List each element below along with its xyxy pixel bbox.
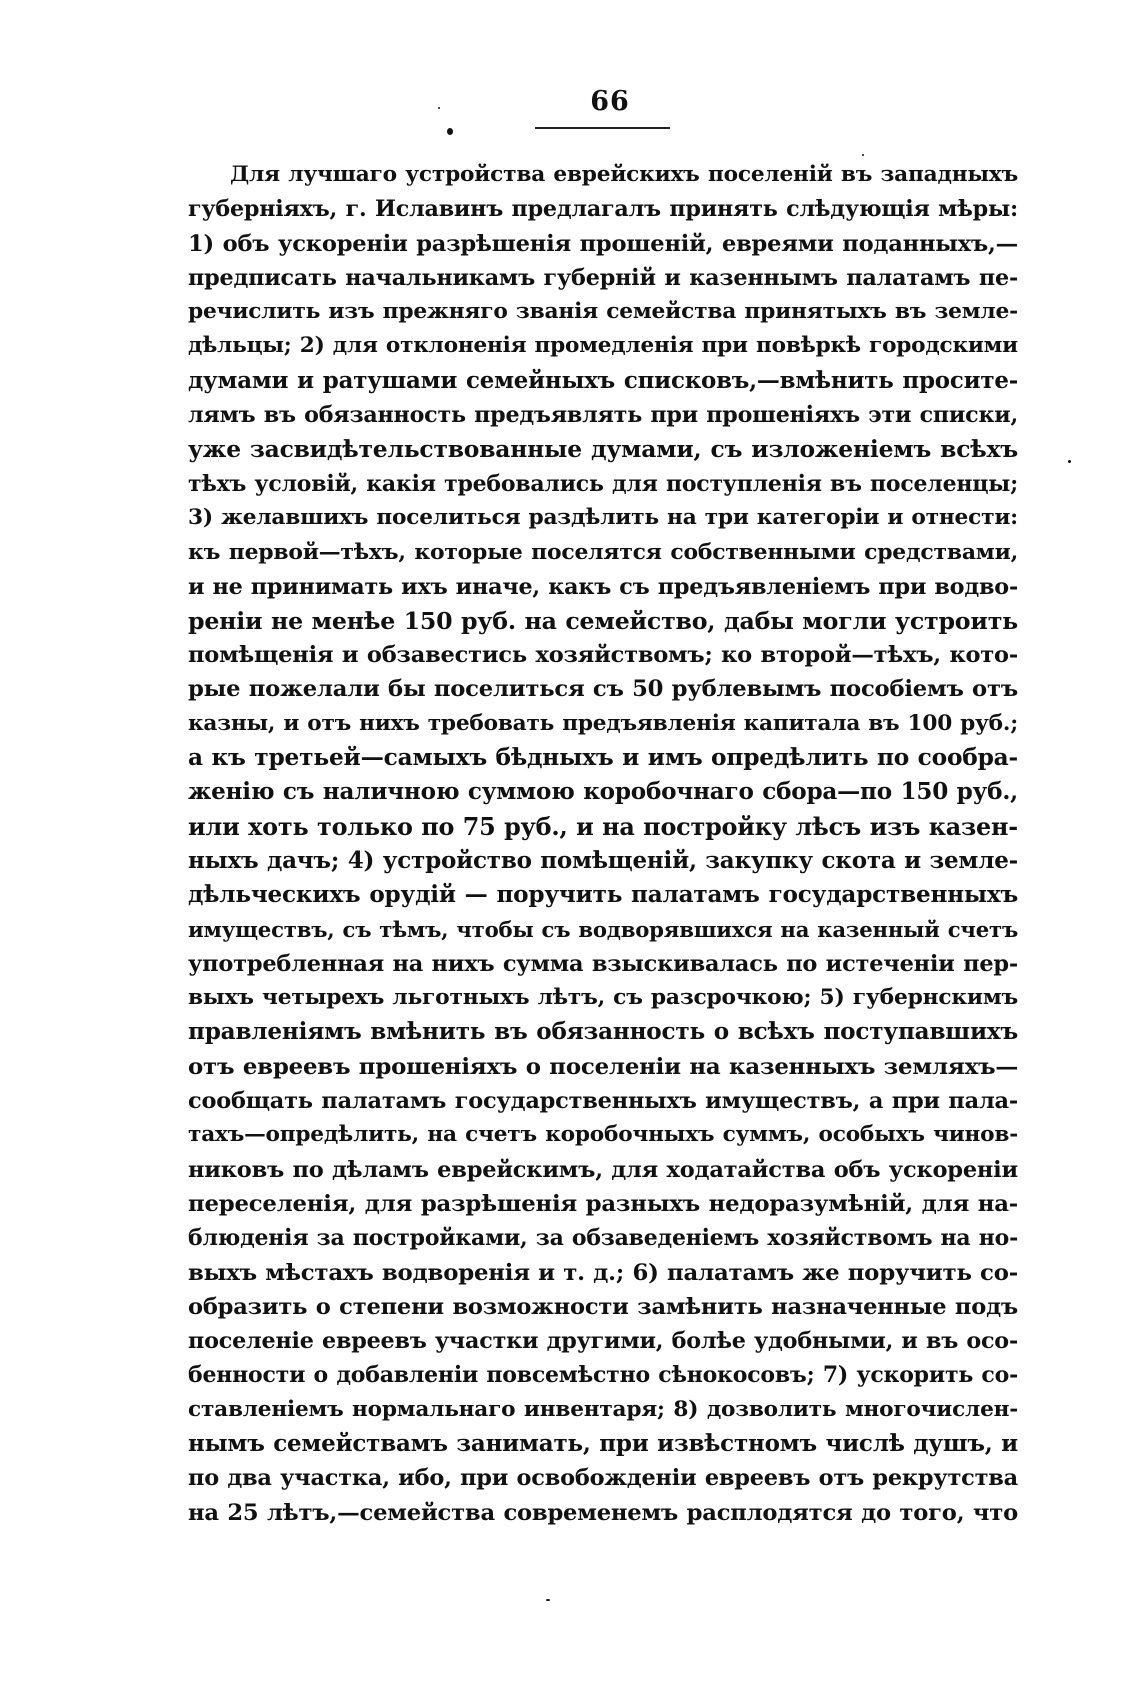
- text-line: уже засвидѣтельствованные думами, съ изложеніемъ всѣхъ: [188, 435, 1018, 464]
- text-line: выхъ мѣстахъ водворенія и т. д.; 6) палатамъ же поручить со-: [188, 1259, 1018, 1286]
- text-line: тѣхъ условій, какія требовались для поступленія въ поселенцы;: [188, 470, 1018, 497]
- text-line: выхъ четырехъ льготныхъ лѣтъ, съ разсрочкою; 5) губернскимъ: [188, 985, 1018, 1011]
- text-line: ныхъ дачъ; 4) устройство помѣщеній, закупку скота и земле-: [188, 846, 1018, 874]
- text-line: казны, и отъ нихъ требовать предъявленія капитала въ 100 руб.;: [188, 710, 1018, 736]
- text-line: образить о степени возможности замѣнить назначенные подъ: [188, 1293, 1018, 1320]
- text-line: или хоть только по 75 руб., и на постройку лѣсъ изъ казен-: [188, 812, 1018, 841]
- ink-speck: [862, 154, 864, 156]
- text-line: 3) желавшихъ поселиться раздѣлить на три категоріи и отнести:: [188, 504, 1018, 530]
- text-line: губерніяхъ, г. Иславинъ предлагалъ принять слѣдующія мѣры:: [188, 196, 1018, 223]
- text-line: поселеніе евреевъ участки другими, болѣе удобными, и въ осо-: [188, 1328, 1018, 1355]
- text-line: предписать начальникамъ губерній и казеннымъ палатамъ пе-: [188, 264, 1018, 291]
- text-line: Для лучшаго устройства еврейскихъ поселеній въ западныхъ: [230, 162, 1018, 187]
- page-number-rule: [535, 127, 670, 129]
- text-line: дѣльческихъ орудій — поручить палатамъ государственныхъ: [188, 881, 1018, 909]
- text-line: отъ евреевъ прошеніяхъ о поселеніи на казенныхъ земляхъ—: [188, 1053, 1018, 1080]
- text-line: употребленная на нихъ сумма взыскивалась по истеченіи пер-: [188, 950, 1018, 977]
- text-line: женію съ наличною суммою коробочнаго сбора—по 150 руб.,: [188, 778, 1018, 806]
- text-line: имуществъ, съ тѣмъ, чтобы съ водворявшихся на казенный счетъ: [188, 916, 1018, 942]
- text-line: 1) объ ускореніи разрѣшенія прошеній, евреями поданныхъ,—: [188, 230, 1018, 257]
- text-line: бенности о добавленіи повсемѣстно сѣнокосовъ; 7) ускорить со-: [188, 1362, 1018, 1389]
- text-line: по два участка, ибо, при освобожденіи евреевъ отъ рекрутства: [188, 1465, 1018, 1492]
- ink-speck: [1068, 460, 1071, 463]
- text-line: помѣщенія и обзавестись хозяйствомъ; ко второй—тѣхъ, кото-: [188, 642, 1018, 669]
- text-line: никовъ по дѣламъ еврейскимъ, для ходатайства объ ускореніи: [188, 1156, 1018, 1183]
- text-line: тахъ—опредѣлить, на счетъ коробочныхъ суммъ, особыхъ чинов-: [188, 1122, 1018, 1148]
- page-number: 66: [590, 86, 630, 117]
- text-line: правленіямъ вмѣнить въ обязанность о всѣхъ поступавшихъ: [188, 1018, 1018, 1046]
- text-line: дѣльцы; 2) для отклоненія промедленія при повѣркѣ городскими: [188, 333, 1018, 359]
- text-line: а къ третьей—самыхъ бѣдныхъ и имъ опредѣлить по сообра-: [188, 744, 1018, 772]
- text-line: сообщать палатамъ государственныхъ имуществъ, а при пала-: [188, 1088, 1018, 1115]
- text-line: рые пожелали бы поселиться съ 50 рублевымъ пособіемъ отъ: [188, 676, 1018, 703]
- text-line: думами и ратушами семейныхъ списковъ,—вмѣнить просите-: [188, 366, 1018, 394]
- text-line: переселенія, для разрѣшенія разныхъ недоразумѣній, для на-: [188, 1190, 1018, 1217]
- text-line: и не принимать ихъ иначе, какъ съ предъявленіемъ при водво-: [188, 573, 1018, 600]
- text-line: къ первой—тѣхъ, которые поселятся собственными средствами,: [188, 539, 1018, 566]
- ink-speck: [447, 128, 453, 135]
- ink-speck: [438, 107, 440, 109]
- text-line: блюденія за постройками, за обзаведеніемъ хозяйствомъ на но-: [188, 1225, 1018, 1252]
- text-line: реніи не менѣе 150 руб. на семейство, дабы могли устроить: [188, 606, 1018, 635]
- text-line: нымъ семействамъ занимать, при извѣстномъ числѣ душъ, и: [188, 1429, 1018, 1457]
- text-line: лямъ въ обязанность предъявлять при прошеніяхъ эти списки,: [188, 402, 1018, 429]
- body-text: [188, 158, 1018, 1530]
- ink-speck: [546, 1599, 550, 1601]
- text-line: речислить изъ прежняго званія семейства принятыхъ въ земле-: [188, 299, 1018, 325]
- text-line: на 25 лѣтъ,—семейства современемъ расплодятся до того, что: [188, 1499, 1018, 1526]
- text-line: ставленіемъ нормальнаго инвентаря; 8) дозволить многочислен-: [188, 1396, 1018, 1422]
